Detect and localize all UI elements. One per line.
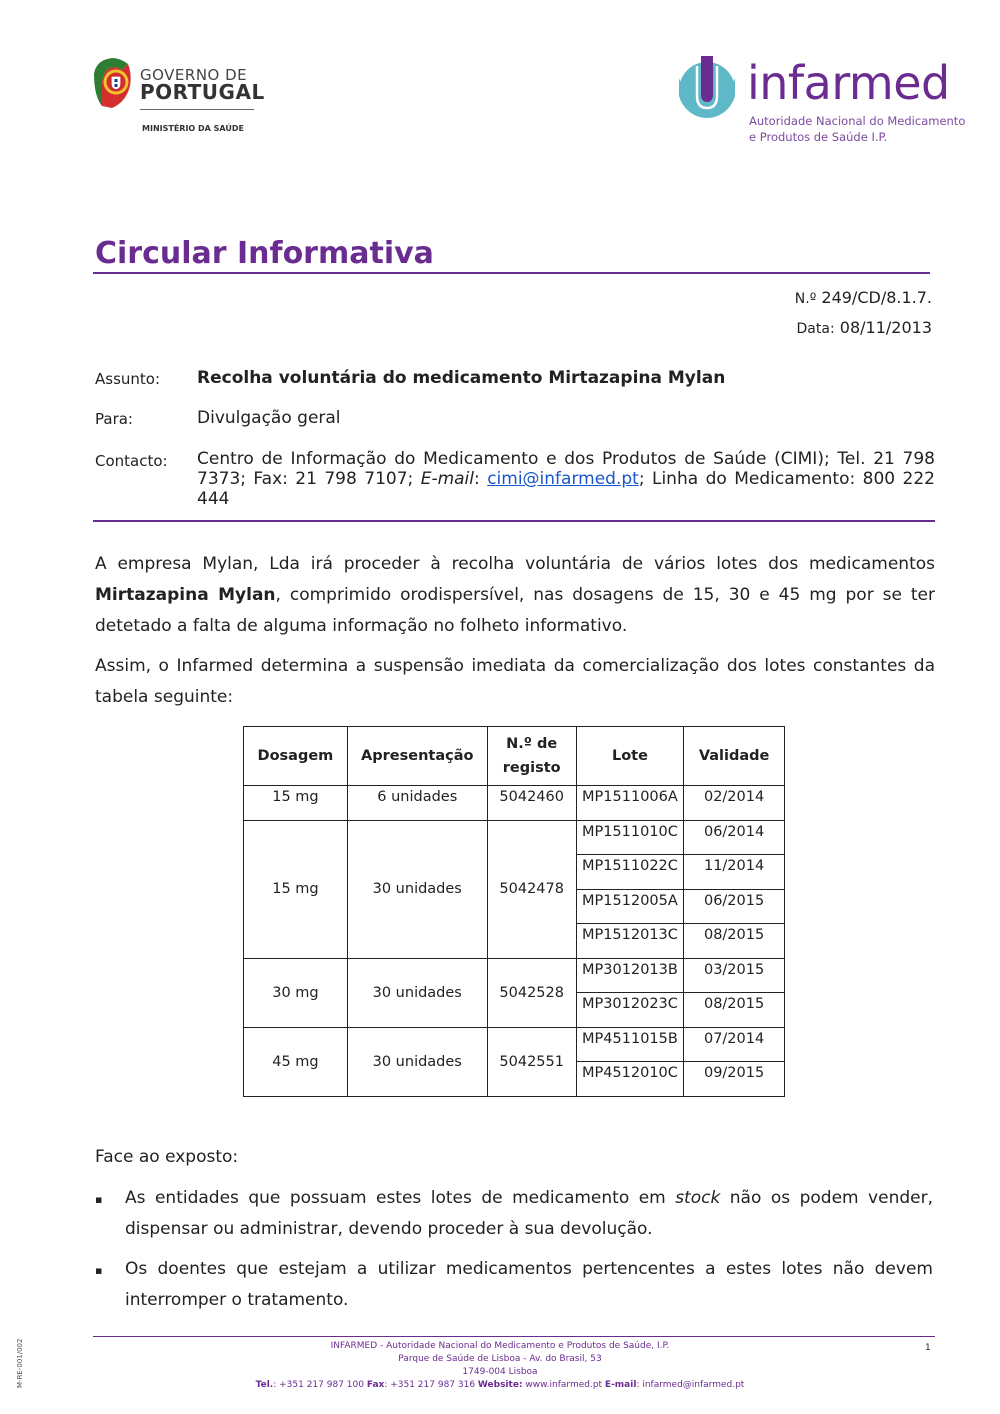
title-divider bbox=[93, 272, 930, 274]
cell-lote: MP1512005A bbox=[576, 889, 684, 924]
gov-logo-ministry: MINISTÉRIO DA SAÚDE bbox=[142, 124, 244, 133]
cell-validade: 09/2015 bbox=[684, 1062, 785, 1097]
governo-portugal-logo bbox=[92, 56, 267, 136]
infarmed-subtitle-2: e Produtos de Saúde I.P. bbox=[749, 130, 888, 144]
cell-apresentacao: 6 unidades bbox=[347, 786, 487, 821]
meta-divider bbox=[93, 520, 935, 522]
paragraph-1-end: , comprimido orodispersível, nas dosagens de 15, 30 e 45 mg por se ter detetado a falta de alguma informação no folheto informativo. bbox=[95, 585, 935, 636]
assunto-label: Assunto: bbox=[95, 370, 161, 388]
contacto-label: Contacto: bbox=[95, 452, 168, 470]
cell-registo: 5042528 bbox=[487, 958, 576, 1027]
footer-email-label: E-mail bbox=[604, 1380, 637, 1390]
paragraph-1 bbox=[95, 549, 935, 642]
cell-validade: 11/2014 bbox=[684, 855, 785, 890]
cell-lote: MP4511015B bbox=[576, 1027, 684, 1062]
cell-validade: 03/2015 bbox=[684, 958, 785, 993]
footer-contacts bbox=[93, 1379, 907, 1392]
para-label: Para: bbox=[95, 410, 133, 428]
document-title: Circular Informativa bbox=[95, 236, 434, 271]
bullet-1-start: As entidades que possuam estes lotes de medicamento em bbox=[125, 1188, 676, 1208]
footer-email[interactable]: : infarmed@infarmed.pt bbox=[636, 1380, 745, 1390]
bullet-marker: ▪ bbox=[95, 1193, 103, 1206]
paragraph-2: Assim, o Infarmed determina a suspensão imediata da comercialização dos lotes constantes da tabela seguinte: bbox=[95, 656, 935, 707]
cell-validade: 06/2015 bbox=[684, 889, 785, 924]
table-row bbox=[244, 820, 785, 855]
footer-divider bbox=[93, 1336, 935, 1337]
reference-date-value: 08/11/2013 bbox=[839, 318, 932, 337]
assunto-value: Recolha voluntária do medicamento Mirtazapina Mylan bbox=[197, 368, 726, 388]
cell-lote: MP1511010C bbox=[576, 820, 684, 855]
footer-postcode: 1749-004 Lisboa bbox=[462, 1367, 538, 1377]
footer-tel: : +351 217 987 100 bbox=[273, 1380, 367, 1390]
bullet-1-stock: stock bbox=[675, 1188, 721, 1208]
reference-date bbox=[797, 318, 932, 337]
contacto-colon: : bbox=[474, 469, 488, 489]
contacto-text-tail: ; Linha do Medicamento: 800 222 444 bbox=[197, 469, 935, 509]
cell-dosagem: 30 mg bbox=[244, 958, 348, 1027]
cell-lote: MP1512013C bbox=[576, 924, 684, 959]
cell-apresentacao: 30 unidades bbox=[347, 958, 487, 1027]
reference-number bbox=[795, 288, 932, 307]
footer-fax-label: Fax bbox=[366, 1380, 385, 1390]
page-number: 1 bbox=[925, 1343, 931, 1353]
footer-fax: : +351 217 987 316 bbox=[384, 1380, 478, 1390]
contacto-email-link[interactable]: cimi@infarmed.pt bbox=[487, 469, 639, 489]
table-row bbox=[244, 786, 785, 821]
para-value: Divulgação geral bbox=[197, 408, 341, 428]
header-validade: Validade bbox=[684, 727, 785, 786]
header-registo bbox=[487, 727, 576, 786]
reference-number-label: N.º bbox=[794, 291, 817, 307]
footer-website-label: Website: bbox=[477, 1380, 523, 1390]
cell-dosagem: 15 mg bbox=[244, 786, 348, 821]
reference-number-value: 249/CD/8.1.7. bbox=[821, 288, 932, 307]
infarmed-wordmark: infarmed bbox=[747, 56, 950, 110]
header-registo-line2: registo bbox=[502, 760, 561, 776]
header-apresentacao: Apresentação bbox=[347, 727, 487, 786]
document-code: M-RE-001/002 bbox=[16, 1338, 24, 1388]
bullet-1 bbox=[125, 1183, 933, 1245]
lot-table bbox=[243, 726, 785, 1097]
cell-lote: MP4512010C bbox=[576, 1062, 684, 1097]
cell-lote: MP3012023C bbox=[576, 993, 684, 1028]
footer-address: Parque de Saúde de Lisboa - Av. do Brasil, 53 bbox=[398, 1354, 602, 1364]
contacto-email-label: E-mail bbox=[420, 469, 475, 489]
table-row bbox=[244, 1027, 785, 1062]
cell-lote: MP1511006A bbox=[576, 786, 684, 821]
gov-logo-divider bbox=[140, 109, 254, 110]
table-row bbox=[244, 958, 785, 993]
cell-lote: MP3012013B bbox=[576, 958, 684, 993]
bullet-marker: ▪ bbox=[95, 1264, 103, 1277]
cell-validade: 07/2014 bbox=[684, 1027, 785, 1062]
cell-apresentacao: 30 unidades bbox=[347, 820, 487, 958]
face-ao-exposto: Face ao exposto: bbox=[95, 1147, 239, 1167]
table-header-row bbox=[244, 727, 785, 786]
cell-validade: 02/2014 bbox=[684, 786, 785, 821]
portugal-emblem-icon bbox=[92, 56, 134, 112]
header-lote: Lote bbox=[576, 727, 684, 786]
cell-apresentacao: 30 unidades bbox=[347, 1027, 487, 1096]
infarmed-logo bbox=[675, 56, 966, 148]
cell-registo: 5042551 bbox=[487, 1027, 576, 1096]
reference-date-label: Data: bbox=[796, 321, 835, 337]
infarmed-symbol-icon bbox=[675, 56, 739, 126]
cell-validade: 08/2015 bbox=[684, 993, 785, 1028]
cell-registo: 5042478 bbox=[487, 820, 576, 958]
cell-registo: 5042460 bbox=[487, 786, 576, 821]
gov-logo-line1: GOVERNO DE bbox=[140, 66, 248, 84]
footer-website[interactable]: www.infarmed.pt bbox=[522, 1380, 605, 1390]
contacto-text: Centro de Informação do Medicamento e dos Produtos de Saúde (CIMI); Tel. 21 798 7373; Fax: 21 798 7107; bbox=[197, 449, 935, 489]
cell-dosagem: 15 mg bbox=[244, 820, 348, 958]
header-registo-line1: N.º de bbox=[506, 736, 558, 752]
paragraph-1-start: A empresa Mylan, Lda irá proceder à recolha voluntária de vários lotes dos medicamentos bbox=[95, 554, 935, 574]
contacto-value bbox=[197, 449, 935, 509]
bullet-1-end: não os podem vender, dispensar ou administrar, devendo proceder à sua devolução. bbox=[125, 1188, 933, 1239]
bullet-2: Os doentes que estejam a utilizar medicamentos pertencentes a estes lotes não devem interromper o tratamento. bbox=[125, 1259, 933, 1310]
cell-validade: 06/2014 bbox=[684, 820, 785, 855]
footer-organization: INFARMED - Autoridade Nacional do Medicamento e Produtos de Saúde, I.P. bbox=[330, 1341, 670, 1351]
cell-lote: MP1511022C bbox=[576, 855, 684, 890]
paragraph-1-product: Mirtazapina Mylan bbox=[95, 585, 276, 605]
footer-tel-label: Tel. bbox=[255, 1380, 274, 1390]
gov-logo-line2: PORTUGAL bbox=[140, 80, 265, 104]
cell-dosagem: 45 mg bbox=[244, 1027, 348, 1096]
infarmed-subtitle-1: Autoridade Nacional do Medicamento bbox=[749, 114, 966, 128]
header-dosagem: Dosagem bbox=[244, 727, 348, 786]
cell-validade: 08/2015 bbox=[684, 924, 785, 959]
